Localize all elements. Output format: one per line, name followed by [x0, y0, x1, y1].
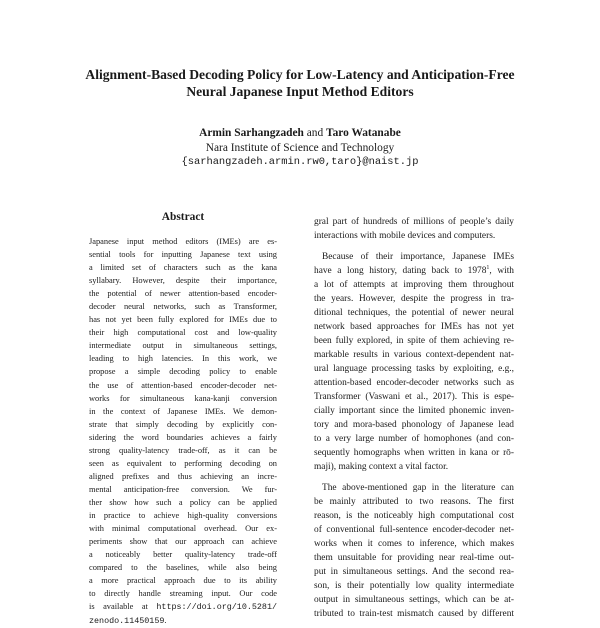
abstract-line: the potential of newer attention-based encoder- [89, 289, 277, 299]
body-line: cially important since the limited phonemic inven- [314, 406, 514, 416]
abstract-line: decoder neural networks, such as Transformer, [89, 302, 277, 312]
abstract-line: a more practical approach due to its ability [89, 576, 277, 586]
author-email: {sarhangzadeh.armin.rw0,taro}@naist.jp [181, 156, 419, 168]
body-line: them unsuitable for providing near real-time out- [314, 553, 514, 563]
footnote-marker[interactable]: 1 [486, 264, 490, 271]
body-line: Transformer (Vaswani et al., 2017). This is espe- [314, 392, 514, 402]
abstract-text: is available at [89, 602, 148, 612]
code-link[interactable]: https://doi.org/10.5281/ [156, 602, 277, 613]
affiliation: Nara Institute of Science and Technology [205, 142, 395, 154]
body-line [314, 264, 514, 278]
body-line: tory and mora-based phonology of Japanese lead [314, 420, 514, 430]
paper-title-line-1: Alignment-Based Decoding Policy for Low-Latency and Anticipation-Free [85, 67, 515, 82]
body-line: The above-mentioned gap in the literature can [322, 483, 514, 493]
body-line: ural language processing tasks by exploiting, e.g., [314, 364, 514, 374]
abstract-end-punct: . [164, 616, 167, 626]
abstract-line: with minimal computational overhead. Our ex- [89, 524, 277, 534]
abstract-line: aligned prefixes and thus achieving an incre- [89, 471, 277, 481]
body-line: be mainly attributed to two reasons. The first [314, 497, 514, 507]
abstract-line: in practice to achieve high-quality conversions [89, 510, 277, 520]
body-line: markable results in various context-dependent nat- [314, 350, 514, 360]
abstract-line: propose a simple decoding policy to enable [89, 367, 277, 377]
abstract-line [89, 600, 277, 614]
abstract-line: the use of attention-based encoder-decoder net- [89, 380, 277, 390]
body-line: been fully explored, in spite of them achieving re- [314, 336, 514, 346]
abstract-heading: Abstract [161, 211, 205, 223]
code-link-continued[interactable]: zenodo.11450159 [89, 616, 165, 627]
body-line: put in simultaneous settings. And the second rea- [314, 567, 514, 577]
abstract-line: syllabary. However, despite their importance, [89, 276, 277, 286]
abstract-line: sidering the word boundaries achieves a fairly [89, 432, 277, 442]
body-line: interactions with mobile devices and computers. [314, 231, 496, 241]
body-text: , with [489, 266, 514, 276]
body-line: tributed to train-test mismatch caused by different [314, 609, 514, 619]
body-line: a lot of attempts at improving them throughout [314, 280, 514, 290]
abstract-line: ther show how such a policy can be applied [89, 497, 277, 507]
abstract-line [89, 614, 277, 628]
body-line: of conventional full-sentence encoder-decoder net- [314, 525, 514, 535]
body-line: sequently homographs when written in kana or rō- [314, 448, 514, 458]
author-list [0, 126, 600, 141]
abstract-line: strate that simply decoding by explicitly con- [89, 419, 277, 429]
body-line: maji), making context a vital factor. [314, 462, 449, 472]
abstract-line: mental anticipation-free conversion. We fur- [89, 484, 277, 494]
abstract-line: leading to high latencies. In this work, we [89, 354, 277, 364]
abstract-line: Japanese input method editors (IMEs) are es- [89, 237, 277, 246]
author-conjunction: and [306, 127, 324, 139]
abstract-line: compared to the baselines, while also being [89, 563, 277, 573]
abstract-line: a limited set of characters such as the kana [89, 263, 277, 273]
paper-title [0, 66, 600, 100]
body-line: network based approaches for IMEs has not yet [314, 322, 514, 332]
body-line: to a very large number of homophones (and con- [314, 434, 514, 444]
author-name: Taro Watanabe [326, 127, 401, 139]
abstract-line: their high computational cost and low-quality [89, 328, 277, 338]
abstract-line: in the context of Japanese IMEs. We demon- [89, 406, 277, 416]
body-line: the years. However, despite the progress in tra- [314, 294, 514, 304]
body-line: gral part of hundreds of millions of people’s daily [314, 217, 514, 227]
abstract-line: periments show that our approach can achieve [89, 537, 277, 547]
abstract-line: strong quality-latency trade-off, as it can be [89, 445, 277, 455]
body-line: Because of their importance, Japanese IMEs [322, 252, 514, 262]
body-line: works when it comes to inference, which makes [314, 539, 514, 549]
body-line: son, is their potentially low quality intermediate [314, 581, 514, 591]
abstract-body [89, 235, 277, 628]
body-line: output in simultaneous settings, which can be at- [314, 595, 514, 605]
intro-column [314, 215, 514, 621]
abstract-line: a noticeably better quality-latency trade-off [89, 550, 277, 560]
author-name: Armin Sarhangzadeh [199, 127, 304, 139]
abstract-line: works for simultaneous kana-kanji conversion [89, 393, 277, 403]
body-line: attention-based encoder-decoder networks such as [314, 378, 514, 388]
body-line: reason, is the noticeably high computational cost [314, 511, 514, 521]
abstract-line: intermediate output in simultaneous settings, [89, 341, 277, 351]
abstract-line: has not yet been fully explored for IMEs due to [89, 315, 277, 325]
body-text: have a long history, dating back to 1978 [314, 266, 487, 276]
body-line: ditional techniques, the potential of newer neural [314, 308, 514, 318]
abstract-line: seen as equivalent to performing decoding on [89, 458, 277, 468]
abstract-line: sential tools for inputting Japanese text using [89, 250, 277, 260]
abstract-line: to directly handle streaming input. Our code [89, 589, 277, 599]
paper-title-line-2: Neural Japanese Input Method Editors [186, 84, 414, 99]
